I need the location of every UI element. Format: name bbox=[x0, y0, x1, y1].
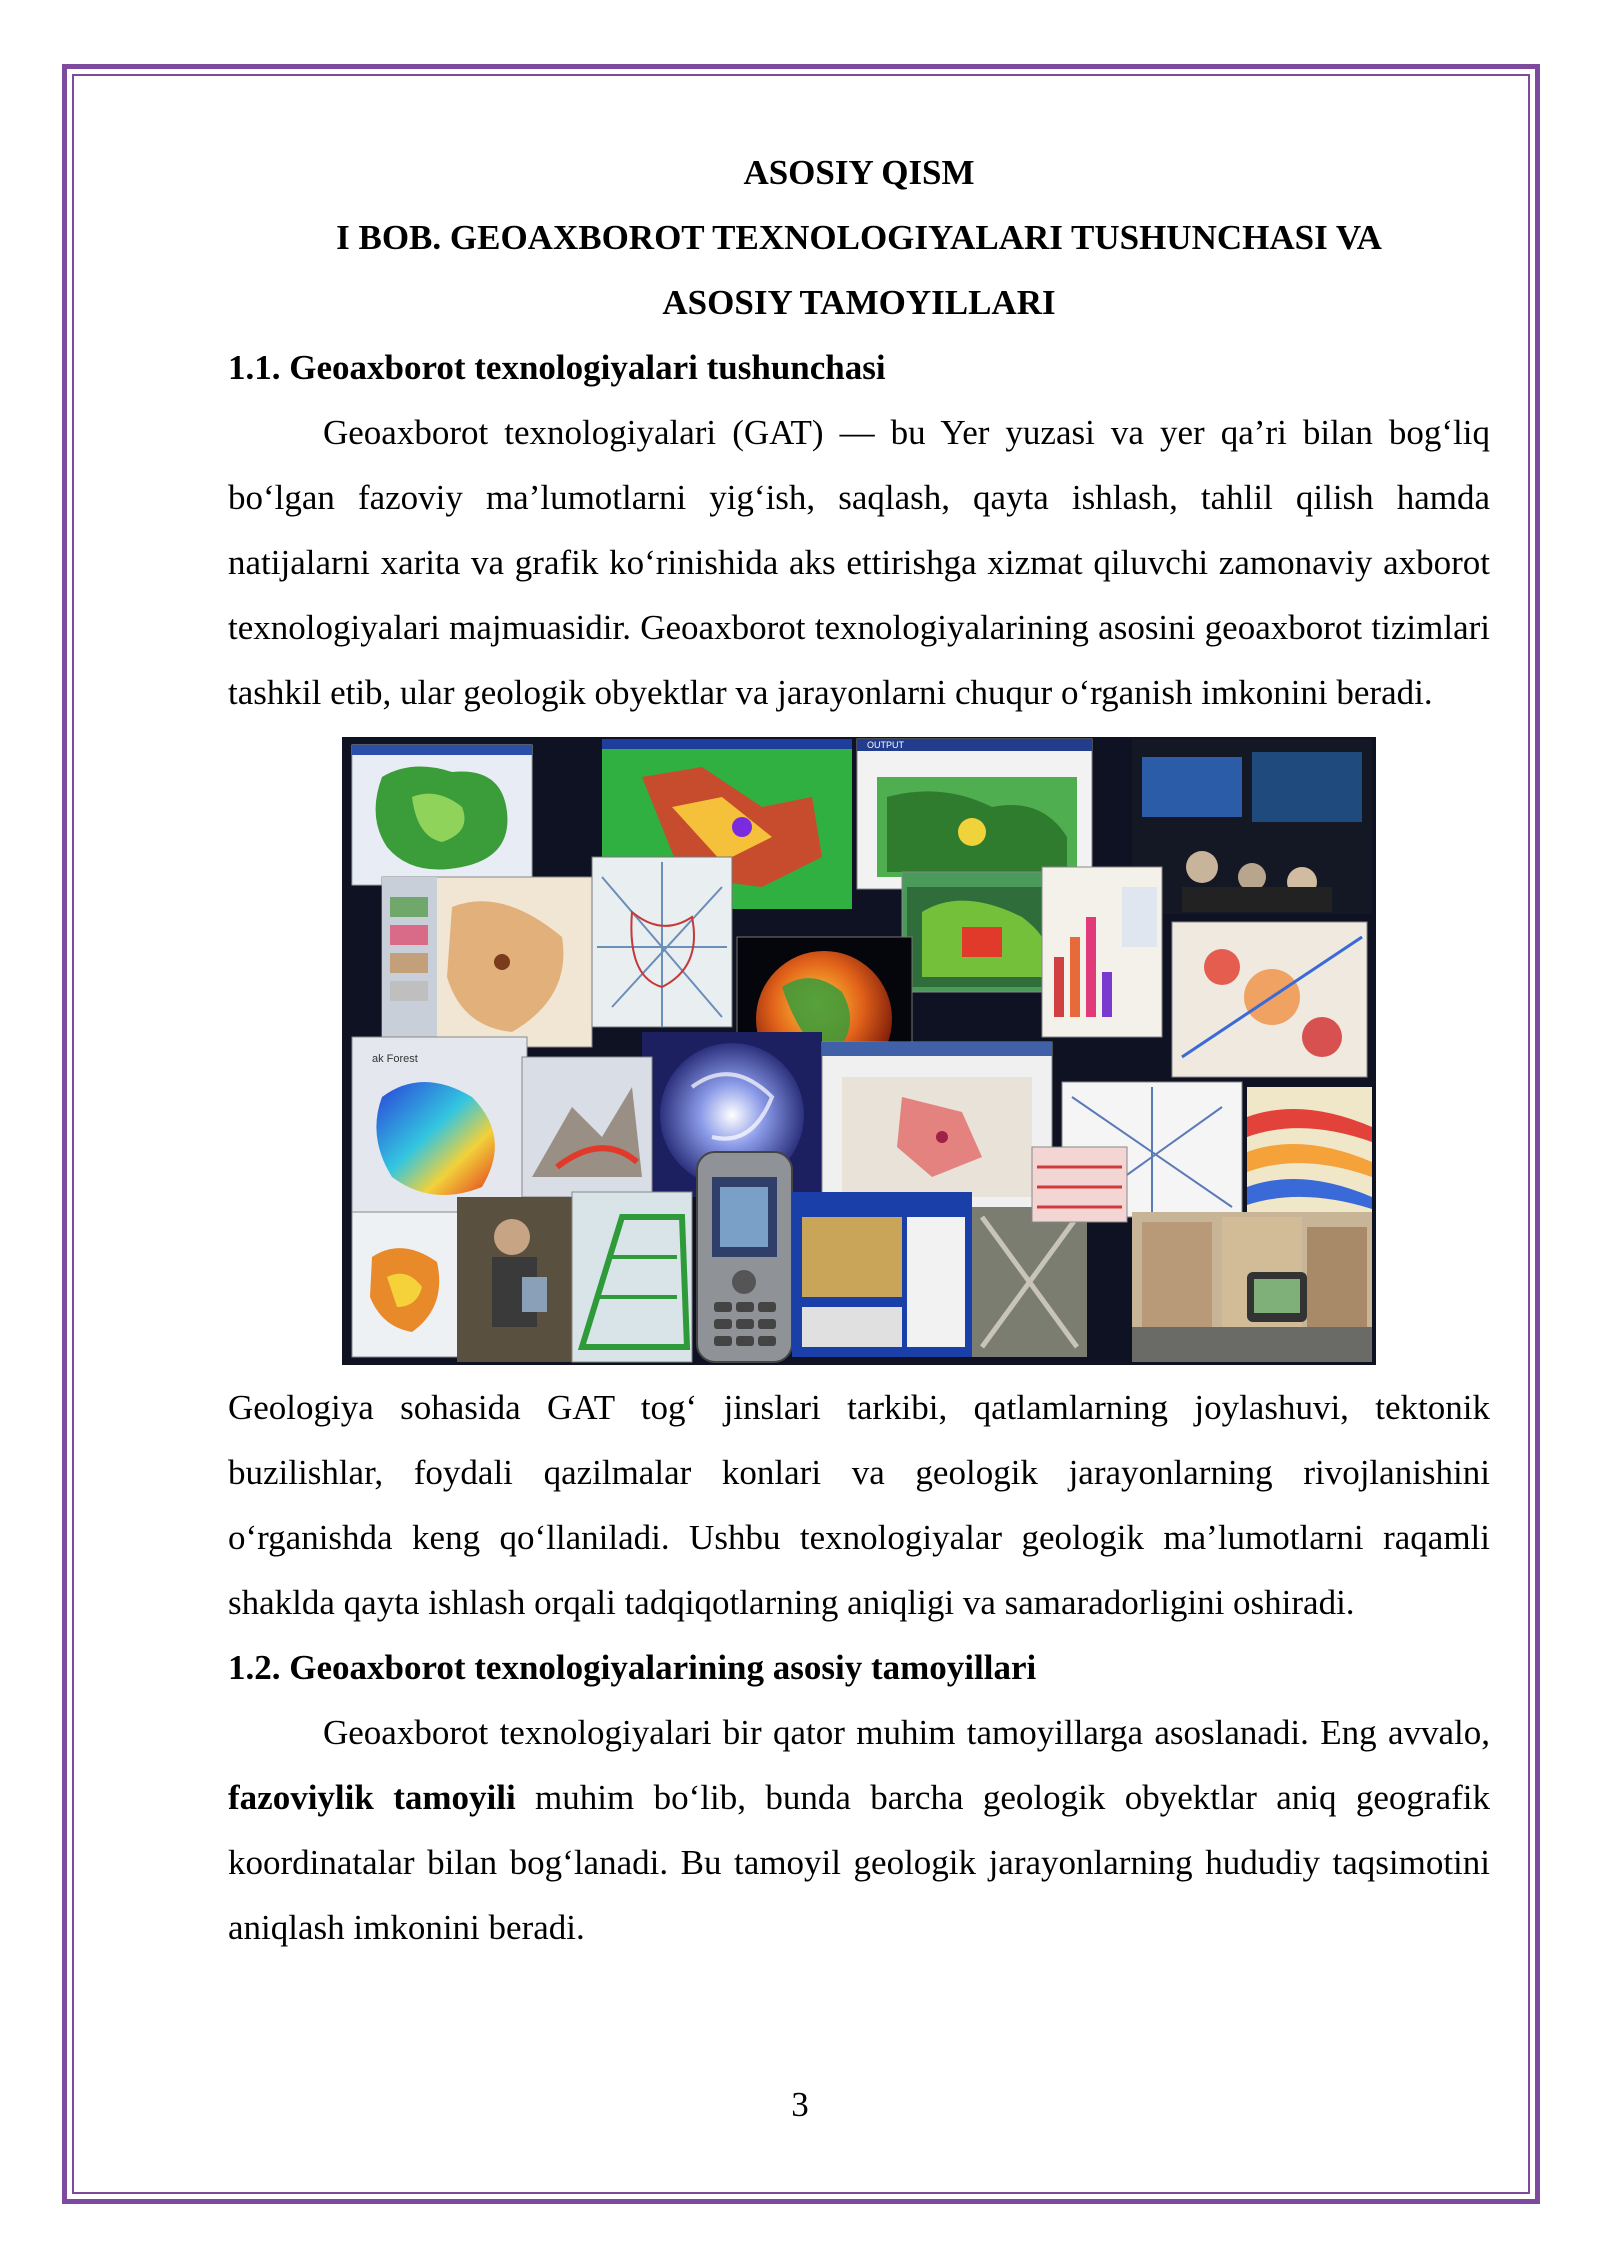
web-mapping-window bbox=[792, 1192, 972, 1357]
density-map bbox=[1172, 922, 1367, 1077]
output-window-title: OUTPUT bbox=[867, 740, 904, 750]
map-window-green bbox=[352, 745, 532, 885]
geology-strata-image bbox=[1247, 1087, 1372, 1212]
region-map-window bbox=[352, 1212, 462, 1357]
gis-collage-image bbox=[342, 737, 1376, 1365]
heading-chapter-line1: I BOB. GEOAXBOROT TEXNOLOGIYALARI TUSHUNCHASI VA bbox=[336, 218, 1382, 257]
paragraph-3-bold-term: fazoviylik tamoyili bbox=[228, 1778, 516, 1817]
heading-main: ASOSIY QISM bbox=[743, 153, 975, 192]
forest-heat-window bbox=[352, 1037, 527, 1217]
paragraph-3 bbox=[228, 1700, 1490, 1960]
chart-window bbox=[1042, 867, 1162, 1037]
red-grid-map bbox=[1032, 1147, 1127, 1222]
paragraph-3-end: muhim bo‘lib, bunda barcha geologik obyektlar aniq geografik koordinatalar bilan bog‘lanadi. Bu tamoyil geologik jarayonlarning hududiy taqsimotini aniqlash imkonini beradi. bbox=[228, 1778, 1490, 1947]
field-gps-photo bbox=[457, 1197, 572, 1362]
road-network-map bbox=[592, 857, 732, 1027]
street-pda-photo bbox=[1132, 1212, 1372, 1362]
paragraph-2: Geologiya sohasida GAT tog‘ jinslari tarkibi, qatlamlarning joylashuvi, tektonik buzilishlar, foydali qazilmalar konlari va geologik jarayonlarning rivojlanishini o‘rganishda keng qo‘llaniladi. Ushbu texnologiyalar geologik ma’lumotlarni raqamli shaklda qayta ishlash orqali tadqiqotlarning aniqligi va samaradorligini oshiradi. bbox=[228, 1388, 1490, 1622]
heading-chapter-line2: ASOSIY TAMOYILLARI bbox=[662, 283, 1056, 322]
forest-inset-label: ak Forest bbox=[372, 1053, 418, 1065]
paragraph-1: Geoaxborot texnologiyalari (GAT) — bu Yer yuzasi va yer qa’ri bilan bog‘liq bo‘lgan fazoviy ma’lumotlarni yig‘ish, saqlash, qayta ishlash, tahlil qilish hamda natijalarni xarita va grafik ko‘rinishida aks ettirishga xizmat qiluvchi zamonaviy axborot texnologiyalari majmuasidir. Geoaxborot texnologiyalarining asosini geoaxborot tizimlari tashkil etib, ular geologik obyektlar va jarayonlarni chuqur o‘rganish imkonini beradi. bbox=[228, 413, 1490, 712]
paragraph-3-start: Geoaxborot texnologiyalari bir qator muhim tamoyillarga asoslanadi. Eng avvalo, bbox=[323, 1713, 1490, 1752]
gis-collage-svg bbox=[342, 737, 1376, 1365]
page-number: 3 bbox=[791, 2085, 809, 2124]
mobile-phone-image bbox=[697, 1152, 792, 1362]
aerial-photo bbox=[972, 1207, 1087, 1357]
section-2-title: 1.2. Geoaxborot texnologiyalarining asosiy tamoyillari bbox=[228, 1648, 1037, 1687]
tile-window bbox=[382, 877, 592, 1047]
3d-model-window bbox=[572, 1192, 692, 1362]
terrain-window bbox=[522, 1057, 652, 1197]
city-map-window bbox=[822, 1042, 1052, 1212]
section-1-title: 1.1. Geoaxborot texnologiyalari tushunchasi bbox=[228, 348, 886, 387]
page-content bbox=[228, 140, 1490, 1960]
control-room-photo bbox=[1132, 739, 1372, 914]
